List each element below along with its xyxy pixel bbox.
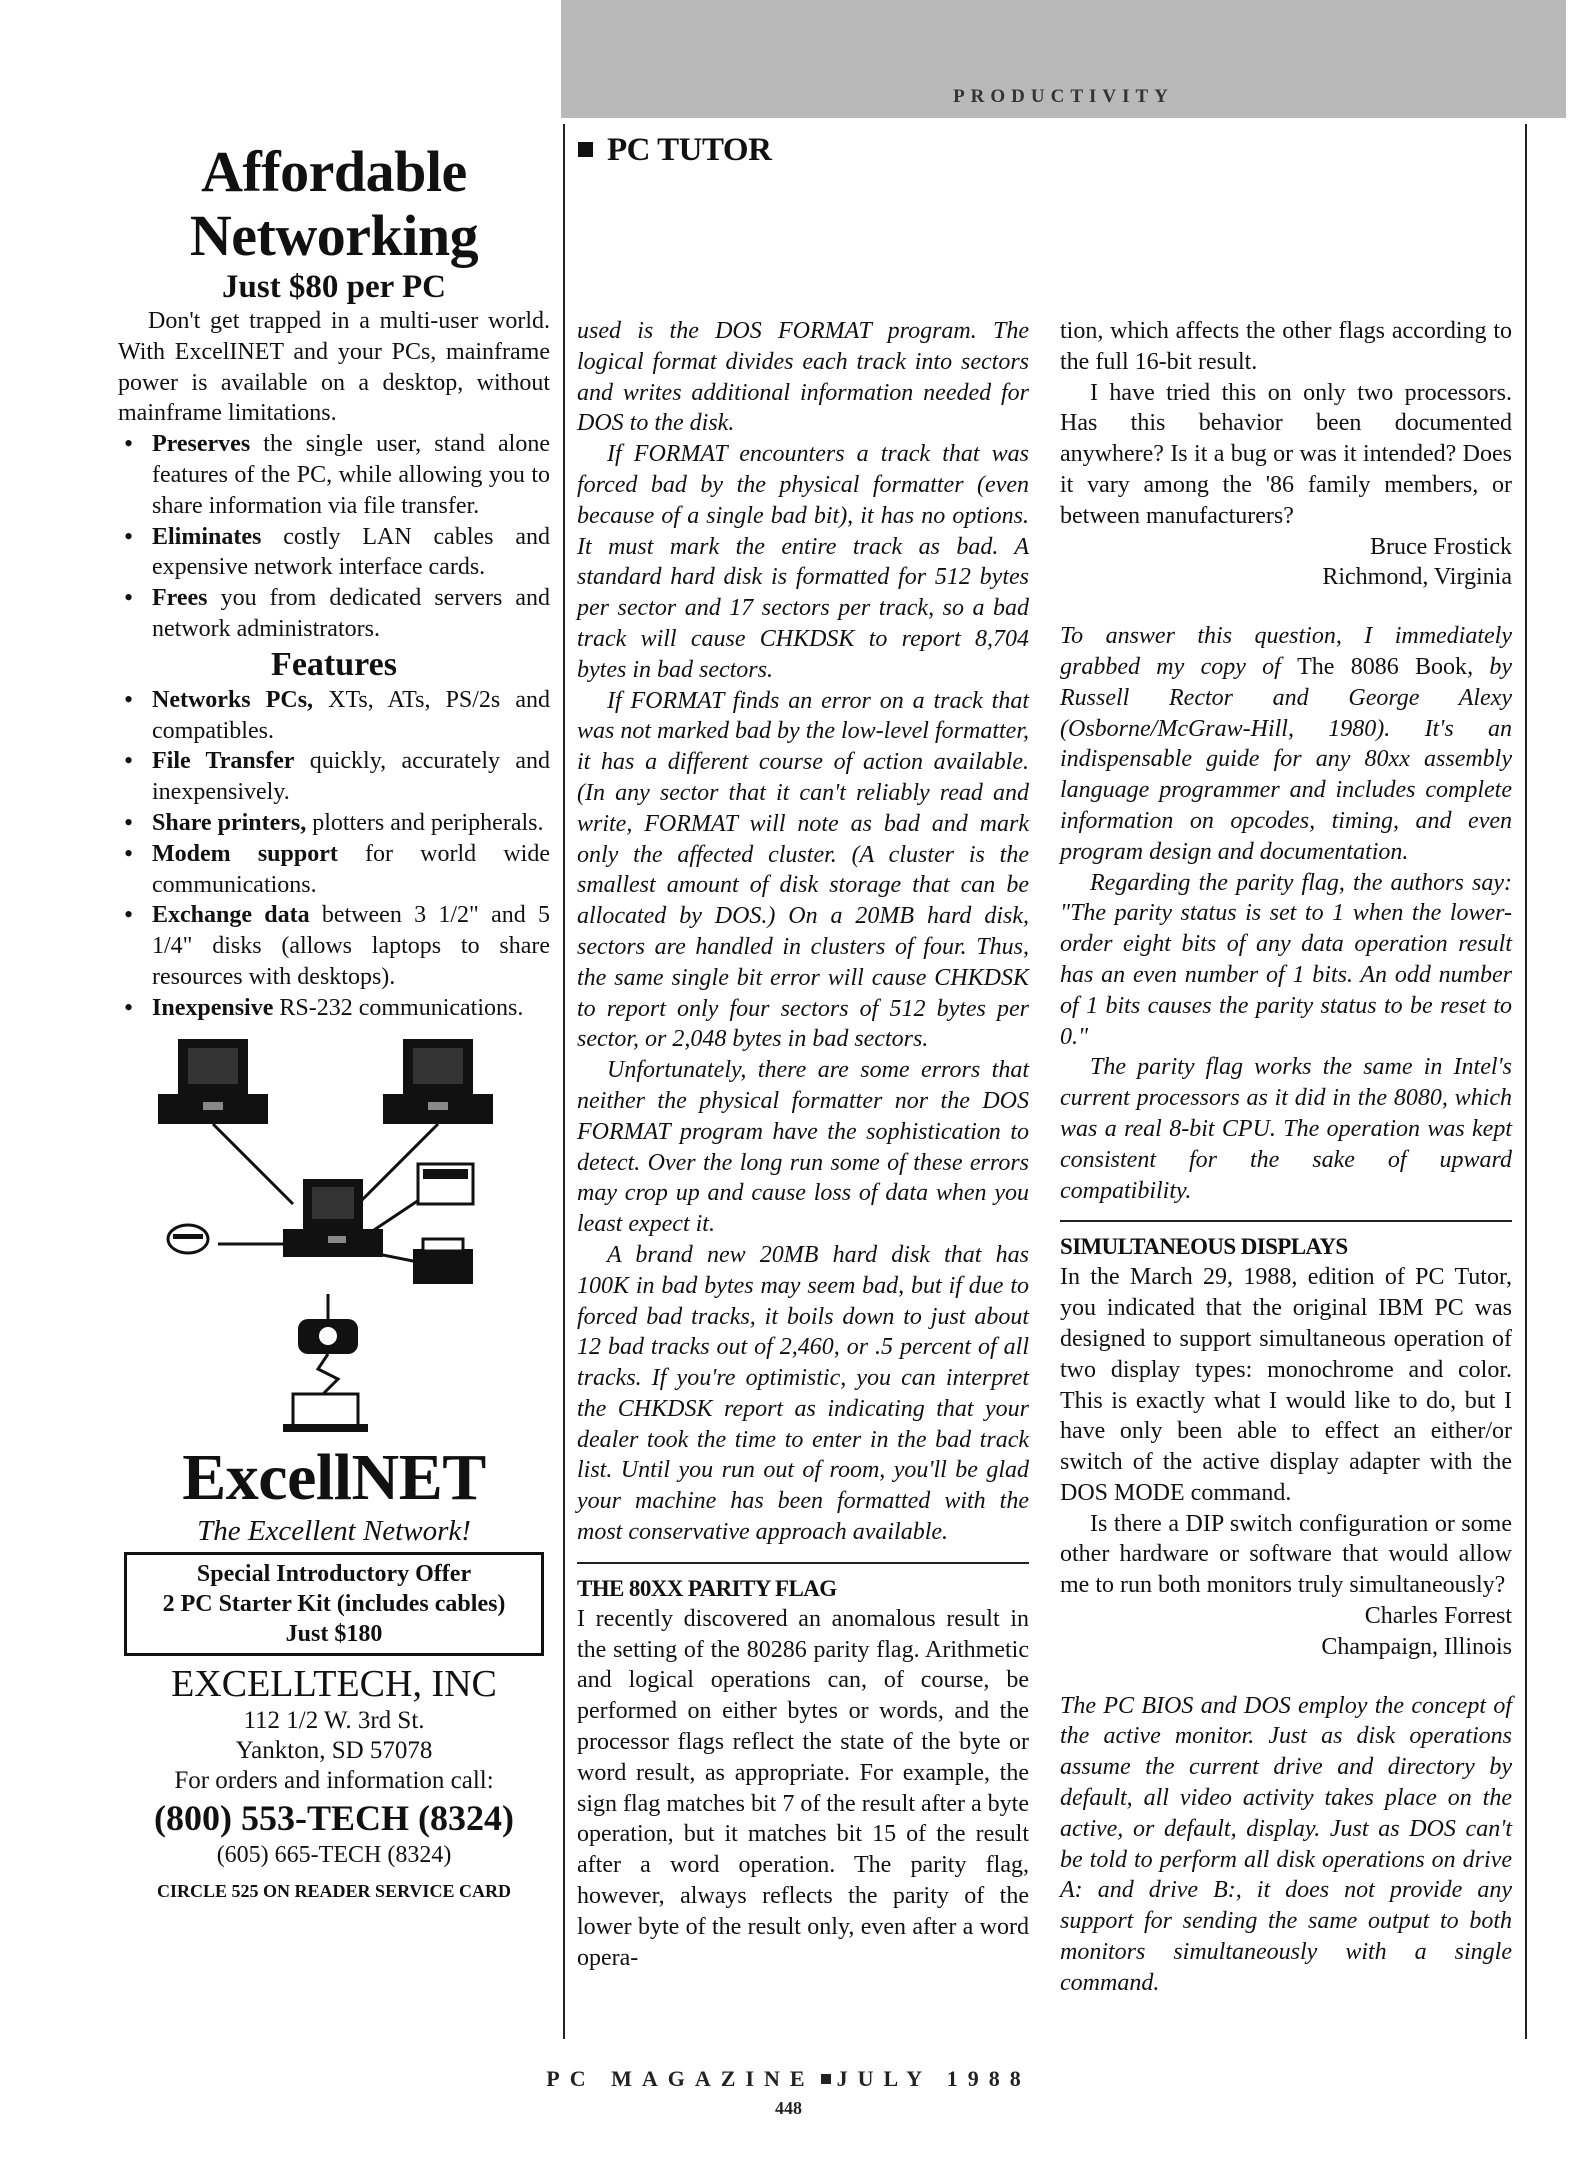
telephone-icon: [298, 1319, 358, 1354]
article-column-2: [1060, 316, 1512, 1999]
list-item: • Exchange data between 3 1/2" and 5 1/4" disks (allows laptops to share resources with desktops).: [118, 900, 550, 992]
section-divider: [1060, 1220, 1512, 1222]
list-item: • File Transfer quickly, accurately and inexpensively.: [118, 746, 550, 808]
ad-price: Just $80 per PC: [222, 269, 446, 305]
network-diagram: [118, 1034, 550, 1434]
article-column-1: [577, 316, 1029, 1973]
paragraph: The PC BIOS and DOS employ the concept of the active monitor. Just as disk operations assume the current drive and directory by default, all video activity takes place on the active, or default, display. Just as DOS can't be told to perform all disk operations on drive A: and drive B:, it does not provide any support for sending the same output to both monitors simultaneously with a single command.: [1060, 1692, 1512, 1996]
ad-features-list: [118, 685, 550, 1024]
printer-icon: [413, 1239, 473, 1284]
list-item: • Inexpensive RS-232 communications.: [118, 993, 550, 1024]
book-title: The 8086 Book: [1297, 653, 1468, 680]
subhead: SIMULTANEOUS DISPLAYS: [1060, 1234, 1348, 1260]
subhead: THE 80XX PARITY FLAG: [577, 1575, 837, 1601]
column-rule-right: [1525, 124, 1527, 2039]
desktop-computer-icon: [158, 1039, 268, 1124]
page-number: 448: [775, 2098, 802, 2118]
brand-name: ExcellNET: [182, 1440, 486, 1514]
paragraph: To answer this question, I immediately grabbed my copy of The 8086 Book, by Russell Rector and George Alexy (Osborne/McGraw-Hill, 1980). It's an indispensable guide for any 80xx assembly language programmer and includes complete information on opcodes, timing, and even program design and documentation.: [1060, 623, 1513, 865]
ad-headline-line1: Affordable: [201, 139, 467, 204]
paragraph: used is the DOS FORMAT program. The logical format divides each track into sectors and writes additional information needed for DOS to the disk.: [577, 318, 1029, 437]
offer-box: [124, 1552, 544, 1656]
paragraph: The parity flag works the same in Intel's current processors as it did in the 8080, which was a real 8-bit CPU. The operation was kept consistent for the sake of upward compatibility.: [1060, 1054, 1512, 1204]
list-item: • Preserves the single user, stand alone features of the PC, while allowing you to share information via file transfer.: [118, 429, 550, 521]
issue-date: JULY 1988: [836, 2066, 1031, 2091]
signature-name: Bruce Frostick: [1370, 533, 1512, 560]
offer-line: 2 PC Starter Kit (includes cables): [162, 1590, 506, 1617]
ad-features-heading: Features: [271, 645, 397, 683]
list-item: • Share printers, plotters and peripherals.: [118, 808, 550, 839]
list-item: • Eliminates costly LAN cables and expensive network interface cards.: [118, 522, 550, 584]
ad-intro: Don't get trapped in a multi-user world. With ExcelINET and your PCs, mainframe power is available on a desktop, without mainframe limitations.: [118, 308, 550, 427]
list-item: • Modem support for world wide communications.: [118, 839, 550, 901]
paragraph: In the March 29, 1988, edition of PC Tutor, you indicated that the original IBM PC was designed to support simultaneous operation of two display types: monochrome and color. This is exactly what I would like to do, but I have only been able to effect an either/or switch of the active display adapter with the DOS MODE command.: [1060, 1264, 1512, 1506]
page-footer: [0, 2066, 1577, 2092]
column-title: [578, 132, 771, 169]
phone-alt: (605) 665-TECH (8324): [216, 1841, 452, 1868]
desktop-computer-icon: [283, 1179, 383, 1257]
brand-tagline: The Excellent Network!: [197, 1514, 471, 1547]
paragraph: Is there a DIP switch configuration or some other hardware or software that would allow me to run both monitors truly simultaneously?: [1060, 1510, 1512, 1599]
orders-line: For orders and information call:: [174, 1766, 494, 1794]
signature-name: Charles Forrest: [1364, 1603, 1512, 1630]
ad-headline-line2: Networking: [189, 203, 479, 268]
desktop-computer-icon: [383, 1039, 493, 1124]
address-line: 112 1/2 W. 3rd St.: [243, 1706, 425, 1734]
column-rule-left: [563, 124, 565, 2039]
square-bullet-icon: [578, 142, 593, 157]
reader-service-note: CIRCLE 525 ON READER SERVICE CARD: [157, 1880, 511, 1901]
section-divider: [577, 1562, 1029, 1564]
paragraph: If FORMAT encounters a track that was forced bad by the physical formatter (even because of a single bad bit), it has no options. It must mark the entire track as bad. A standard hard disk is formatted for 512 bytes per sector and 17 sectors per track, so a bad track will cause CHKDSK to report 8,704 bytes in bad sectors.: [577, 441, 1029, 683]
signature-place: Richmond, Virginia: [1322, 564, 1512, 591]
address-line: Yankton, SD 57078: [235, 1736, 433, 1764]
offer-line: Just $180: [285, 1620, 383, 1647]
printer-icon: [418, 1164, 473, 1204]
paragraph: tion, which affects the other flags according to the full 16-bit result.: [1060, 318, 1512, 375]
signature-place: Champaign, Illinois: [1321, 1633, 1512, 1660]
company-name: EXCELLTECH, INC: [171, 1662, 497, 1705]
phone-main: (800) 553-TECH (8324): [154, 1797, 514, 1838]
column-title-text: PC TUTOR: [607, 132, 772, 168]
ad-benefits-list: [118, 429, 550, 645]
paragraph: If FORMAT finds an error on a track that was not marked bad by the low-level formatter, it has a different course of action available. (In any sector that it can't reliably read and write, FORMAT will note as bad and mark only the affected cluster. (A cluster is the smallest amount of disk storage that can be allocated by DOS.) On a 20MB hard disk, sectors are handled in clusters of four. Thus, the same single bit error will cause CHKDSK to report only four sectors of 512 bytes per sector, or 2,048 bytes in bad sectors.: [577, 687, 1029, 1053]
magazine-name: PC MAGAZINE: [546, 2066, 815, 2091]
list-item: • Networks PCs, XTs, ATs, PS/2s and compatibles.: [118, 685, 550, 747]
offer-line: Special Introductory Offer: [196, 1560, 472, 1587]
paragraph: Regarding the parity flag, the authors say: "The parity status is set to 1 when the lower-order eight bits of any data operation result has an even number of 1 bits. An odd number of 1 bits causes the parity status to be reset to 0.": [1060, 869, 1512, 1050]
advertisement: [118, 140, 550, 1906]
list-item: • Frees you from dedicated servers and network administrators.: [118, 583, 550, 645]
disk-drive-icon: [168, 1225, 208, 1253]
square-bullet-icon: [821, 2074, 831, 2084]
laptop-icon: [283, 1394, 368, 1432]
paragraph: A brand new 20MB hard disk that has 100K in bad bytes may seem bad, but if due to forced bad tracks, it boils down to just about 12 bad tracks out of 2,460, or .5 percent of all tracks. If you're optimistic, you can interpret the CHKDSK report as indicating that your dealer took the time to enter in the bad track list. Until you run out of room, you'll be glad your machine has been formatted with the most conservative approach available.: [577, 1241, 1029, 1546]
section-label: PRODUCTIVITY: [953, 86, 1174, 107]
ad-headline: [118, 140, 550, 268]
paragraph: I have tried this on only two processors. Has this behavior been documented anywhere? Is it a bug or was it intended? Does it vary among the '86 family members, or between manufacturers?: [1060, 379, 1512, 529]
paragraph: Unfortunately, there are some errors that neither the physical formatter nor the DOS FORMAT program have the sophistication to detect. Over the long run some of these errors may crop up and cause loss of data when you least expect it.: [577, 1057, 1029, 1238]
paragraph: I recently discovered an anomalous result in the setting of the 80286 parity flag. Arithmetic and logical operations can, of course, be performed on either bytes or words, and the processor flags reflect the state of the byte or word result, as appropriate. For example, the sign flag matches bit 7 of the result after a byte operation, but it matches bit 15 of the result after a word operation. The parity flag, however, always reflects the parity of the lower byte of the result only, even after a word opera-: [577, 1605, 1029, 1971]
